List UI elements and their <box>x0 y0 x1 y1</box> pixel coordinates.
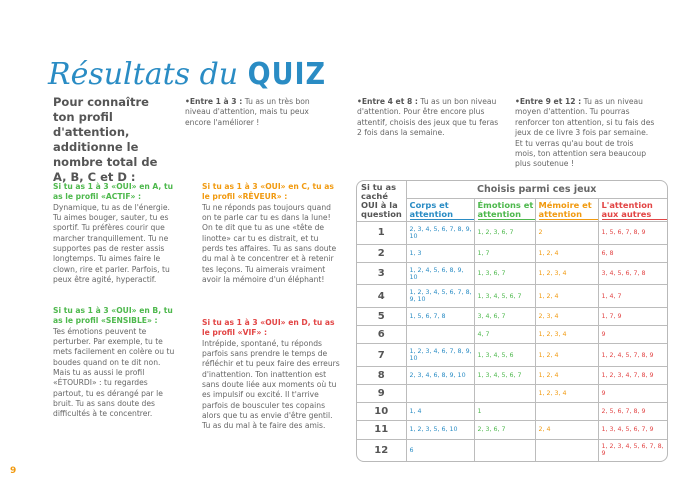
game-list-cell: 1, 5, 6, 7, 8, 9 <box>598 222 667 245</box>
question-number: 3 <box>357 262 406 285</box>
profile-actif <box>53 182 175 285</box>
game-list-cell: 1, 3, 4, 5, 6, 7, 9 <box>598 421 667 439</box>
table-row <box>357 308 667 326</box>
profile-sensible <box>53 306 175 420</box>
game-list-cell: 1, 3, 4, 5, 6, 7 <box>474 285 535 308</box>
game-list-cell: 1, 4, 7 <box>598 285 667 308</box>
game-list-cell: 1, 2, 3, 4, 5, 6, 7, 8, 9, 10 <box>406 285 474 308</box>
game-list-cell: 1, 2, 3, 4, 6, 7, 8, 9, 10 <box>406 344 474 367</box>
game-list-cell <box>535 403 598 421</box>
table-row <box>357 344 667 367</box>
game-list-cell: 1, 7, 9 <box>598 308 667 326</box>
question-column-header: Si tu as caché OUI à la question <box>357 181 406 222</box>
game-list-cell: 2, 4 <box>535 421 598 439</box>
game-list-cell: 2, 5, 6, 7, 8, 9 <box>598 403 667 421</box>
game-list-cell: 1, 2, 3, 6, 7 <box>474 222 535 245</box>
question-number: 7 <box>357 344 406 367</box>
question-number: 6 <box>357 326 406 344</box>
game-list-cell: 1, 2, 4, 5, 6, 8, 9, 10 <box>406 262 474 285</box>
game-list-cell: 3, 4, 5, 6, 7, 8 <box>598 262 667 285</box>
game-list-cell: 1, 2, 3, 4 <box>535 262 598 285</box>
question-number: 12 <box>357 439 406 461</box>
game-list-cell: 1, 5, 6, 7, 8 <box>406 308 474 326</box>
game-list-cell: 1, 2, 4, 5, 7, 8, 9 <box>598 344 667 367</box>
game-list-cell: 2, 3, 4, 5, 6, 7, 8, 9, 10 <box>406 222 474 245</box>
choose-games-header: Choisis parmi ces jeux <box>406 181 667 199</box>
game-list-cell: 6 <box>406 439 474 461</box>
game-list-cell: 1 <box>474 403 535 421</box>
profile-heading: Si tu as 1 à 3 «OUI» en D, tu as le profil «VIF» : <box>202 318 335 338</box>
profile-heading: Si tu as 1 à 3 «OUI» en A, tu as le profil «ACTIF» : <box>53 182 173 202</box>
game-list-cell: 1, 3, 4, 5, 6, 7 <box>474 367 535 385</box>
category-memoire: Mémoire et attention <box>535 199 598 222</box>
category-autres: L'attention aux autres <box>598 199 667 222</box>
table-row <box>357 222 667 245</box>
question-number: 5 <box>357 308 406 326</box>
game-list-cell: 2, 3, 4, 6, 8, 9, 10 <box>406 367 474 385</box>
table-row <box>357 421 667 439</box>
score-label: •Entre 1 à 3 : <box>185 97 243 106</box>
game-list-cell: 1, 2, 3, 4, 7, 8, 9 <box>598 367 667 385</box>
game-list-cell: 4, 7 <box>474 326 535 344</box>
game-list-cell <box>474 385 535 403</box>
game-list-cell <box>474 439 535 461</box>
game-list-cell: 9 <box>598 326 667 344</box>
game-list-cell: 1, 3 <box>406 244 474 262</box>
score-text: Tu as un bon niveau d'attention. Pour être encore plus attentif, choisis des jeux que tu feras 2 fois dans la semaine. <box>357 97 499 138</box>
game-list-cell: 6, 8 <box>598 244 667 262</box>
game-list-cell: 1, 2, 4 <box>535 367 598 385</box>
profile-description: Dynamique, tu as de l'énergie. Tu aimes bouger, sauter, tu es sportif. Tu préfères courir que marcher tranquillement. Tu ne supportes pas de rester assis longtemps. Tu aimes faire le clown, rire et parler. Parfois, tu peux être agité, hyperactif. <box>53 202 170 285</box>
score-range-2 <box>357 97 503 139</box>
game-list-cell: 1, 2, 4 <box>535 344 598 367</box>
score-label: •Entre 9 et 12 : <box>515 97 582 106</box>
games-table <box>356 180 668 462</box>
table-row <box>357 244 667 262</box>
profile-heading: Si tu as 1 à 3 «OUI» en C, tu as le profil «RÊVEUR» : <box>202 182 334 202</box>
question-number: 11 <box>357 421 406 439</box>
game-list-cell: 1, 2, 3, 5, 6, 10 <box>406 421 474 439</box>
page-title <box>48 58 326 92</box>
table-row <box>357 262 667 285</box>
game-list-cell: 3, 4, 6, 7 <box>474 308 535 326</box>
question-number: 4 <box>357 285 406 308</box>
game-list-cell: 1, 2, 3, 4, 5, 6, 7, 8, 9 <box>598 439 667 461</box>
game-list-cell <box>406 326 474 344</box>
score-text: Tu as un niveau moyen d'attention. Tu pourras renforcer ton attention, si tu fais des jeux de ce livre 3 fois par semaine. Et tu verras qu'au bout de trois mois, ton attention sera beaucoup plus soutenue ! <box>515 97 655 169</box>
question-number: 9 <box>357 385 406 403</box>
game-list-cell: 1, 2, 3, 4 <box>535 385 598 403</box>
question-number: 1 <box>357 222 406 245</box>
table-row <box>357 326 667 344</box>
profile-vif <box>202 318 342 432</box>
category-corps: Corps et attention <box>406 199 474 222</box>
question-number: 2 <box>357 244 406 262</box>
title-text: Résultats du <box>48 57 248 92</box>
game-list-cell <box>406 385 474 403</box>
game-list-cell: 1, 7 <box>474 244 535 262</box>
table-row <box>357 403 667 421</box>
profile-description: Tu ne réponds pas toujours quand on te parle car tu es dans la lune! On te dit que tu as une «tête de linotte» car tu es distrait, et tu perds tes affaires. Tu as sans doute du mal à te concentrer et à retenir tes leçons. Tu aimerais vraiment avoir la mémoire d'un éléphant! <box>202 202 337 285</box>
score-text: Tu as un très bon niveau d'attention, mais tu peux encore l'améliorer ! <box>185 97 310 127</box>
game-list-cell: 1, 2, 4 <box>535 285 598 308</box>
game-list-cell <box>535 439 598 461</box>
score-range-3 <box>515 97 655 170</box>
game-list-cell: 2, 3, 6, 7 <box>474 421 535 439</box>
game-list-cell: 1, 2, 4 <box>535 244 598 262</box>
question-number: 8 <box>357 367 406 385</box>
profile-heading: Si tu as 1 à 3 «OUI» en B, tu as le profil «SENSIBLE» : <box>53 306 173 326</box>
game-list-cell: 1, 3, 4, 5, 6 <box>474 344 535 367</box>
table-row <box>357 367 667 385</box>
score-range-1 <box>185 97 337 128</box>
question-number: 10 <box>357 403 406 421</box>
game-list-cell: 1, 2, 3, 4 <box>535 326 598 344</box>
profile-description: Tes émotions peuvent te perturber. Par exemple, tu te mets facilement en colère ou tu boudes quand on te dit non. Mais tu as aussi le profil «ÉTOURDI» : tu regardes partout, tu es dérangé par le bruit. Tu as sans doute des difficultés à te concentrer. <box>53 326 175 419</box>
score-label: •Entre 4 et 8 : <box>357 97 418 106</box>
game-list-cell: 2, 3, 4 <box>535 308 598 326</box>
profile-reveur <box>202 182 342 285</box>
intro-text: Pour connaître ton profil d'attention, additionne le nombre total de A, B, C et D : <box>53 95 158 184</box>
category-emotions: Émotions et attention <box>474 199 535 222</box>
game-list-cell: 9 <box>598 385 667 403</box>
game-list-cell: 1, 4 <box>406 403 474 421</box>
table-row <box>357 439 667 461</box>
table-row <box>357 385 667 403</box>
profile-description: Intrépide, spontané, tu réponds parfois sans prendre le temps de réfléchir et tu peux faire des erreurs d'inattention. Ton inattention est sans doute liée aux moments où tu es impulsif ou excité. Il t'arrive parfois de bousculer tes copains alors que tu as envie d'être gentil. Tu as du mal à te faire des amis. <box>202 338 340 431</box>
page-number: 9 <box>10 466 17 476</box>
game-list-cell: 1, 3, 6, 7 <box>474 262 535 285</box>
title-quiz-word: QUIZ <box>247 57 327 92</box>
table-row <box>357 285 667 308</box>
game-list-cell: 2 <box>535 222 598 245</box>
